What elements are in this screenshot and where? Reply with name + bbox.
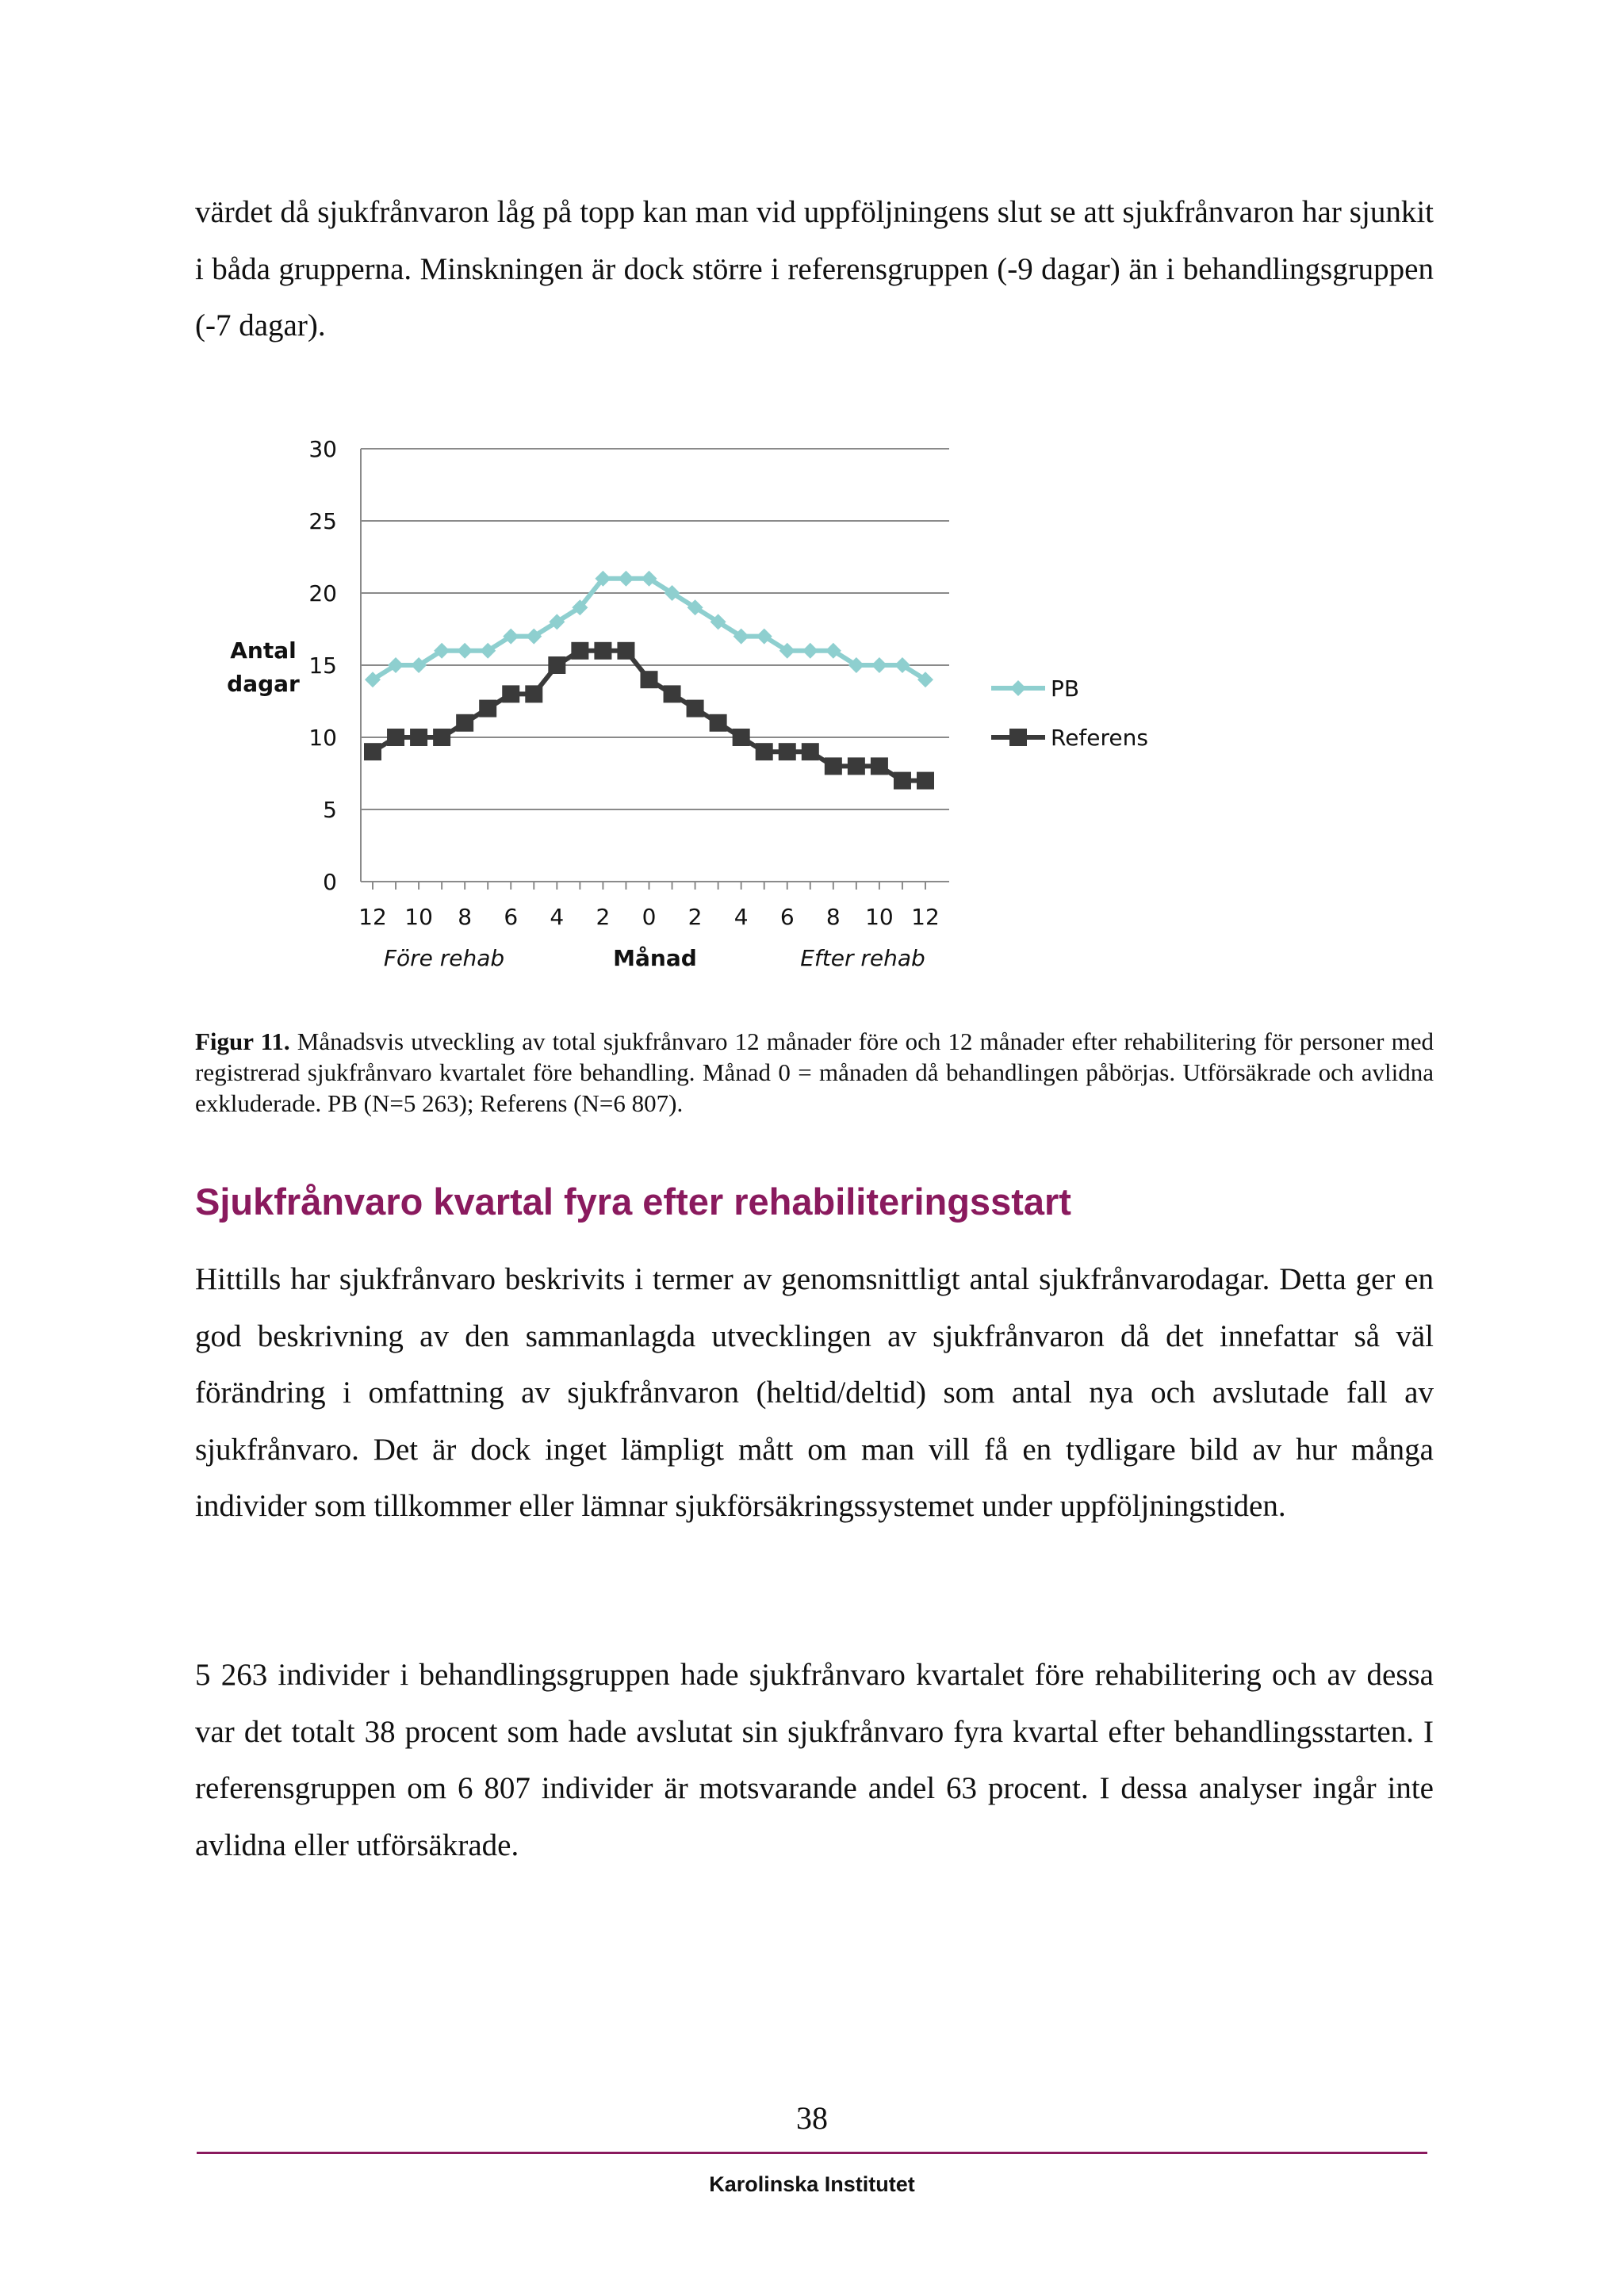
- section-heading: Sjukfrånvaro kvartal fyra efter rehabiliteringsstart: [195, 1181, 1071, 1223]
- x-tick-label: 12: [358, 904, 387, 930]
- series-line-referens: [373, 651, 925, 781]
- data-point-referens: [387, 729, 404, 746]
- data-point-referens: [848, 757, 865, 775]
- x-tick-label: 2: [688, 904, 703, 930]
- y-tick-label: 15: [308, 652, 337, 679]
- data-point-referens: [894, 772, 911, 790]
- data-point-pb: [457, 643, 473, 659]
- data-point-referens: [456, 714, 473, 732]
- y-tick-label: 20: [308, 580, 337, 607]
- page-number: 38: [796, 2100, 828, 2136]
- data-point-referens: [664, 685, 681, 702]
- data-point-referens: [410, 729, 427, 746]
- data-point-referens: [779, 743, 796, 760]
- y-tick-label: 0: [323, 869, 337, 895]
- data-point-referens: [687, 700, 704, 718]
- y-tick-label: 10: [308, 725, 337, 751]
- y-axis-label: dagar: [227, 671, 300, 697]
- data-point-referens: [571, 642, 588, 660]
- x-label-after: Efter rehab: [800, 945, 925, 971]
- paragraph-2: Hittills har sjukfrånvaro beskrivits i termer av genomsnittligt antal sjukfrånvarodagar. Detta ger en god beskrivning av den sammanlagda utvecklingen av sjukfrånvaron då det innefattar så väl förändring i omfattning av sjukfrånvaron (heltid/deltid) som antal nya och avslutade fall av sjukfrånvaro. Det är dock inget lämpligt mått om man vill få en tydligare bild av hur många individer som tillkommer eller lämnar sjukförsäkringssystemet under uppföljningstiden.: [195, 1262, 1434, 1523]
- y-tick-label: 30: [308, 436, 337, 462]
- x-tick-label: 0: [642, 904, 657, 930]
- data-point-referens: [733, 729, 750, 746]
- intro-paragraph: värdet då sjukfrånvaron låg på topp kan man vid uppföljningens slut se att sjukfrånvaron har sjunkit i båda grupperna. Minskningen är dock större i referensgruppen (-9 dagar) än i behandlingsgruppen (-7 dagar).: [195, 195, 1434, 342]
- footer-divider: [197, 2152, 1427, 2154]
- caption-label: Figur 11.: [195, 1027, 290, 1055]
- data-point-referens: [502, 685, 519, 702]
- legend-marker-pb: [1010, 680, 1026, 696]
- data-point-referens: [756, 743, 773, 760]
- x-tick-label: 8: [458, 904, 473, 930]
- data-point-referens: [433, 729, 450, 746]
- data-point-referens: [617, 642, 634, 660]
- y-axis-label: Antal: [230, 637, 297, 664]
- legend-marker-referens: [1009, 729, 1027, 746]
- x-tick-label: 12: [911, 904, 940, 930]
- data-point-referens: [802, 743, 819, 760]
- legend-label-pb: PB: [1051, 675, 1080, 702]
- line-chart: [0, 0, 1624, 1031]
- y-tick-label: 5: [323, 797, 337, 823]
- caption-text: Månadsvis utveckling av total sjukfrånvaro 12 månader före och 12 månader efter rehabilitering för personer med registrerad sjukfrånvaro kvartalet före behandling. Månad 0 = månaden då behandlingen påbörjas. Utförsäkrade och avlidna exkluderade. PB (N=5 263); Referens (N=6 807).: [195, 1027, 1434, 1117]
- x-tick-label: 2: [596, 904, 611, 930]
- x-tick-label: 8: [825, 904, 841, 930]
- data-point-referens: [525, 685, 542, 702]
- x-tick-label: 4: [550, 904, 565, 930]
- data-point-referens: [594, 642, 611, 660]
- data-point-referens: [479, 700, 496, 718]
- x-tick-label: 10: [404, 904, 433, 930]
- data-point-referens: [871, 757, 888, 775]
- footer-institution: Karolinska Institutet: [709, 2172, 915, 2196]
- x-axis-label: Månad: [613, 945, 697, 971]
- data-point-referens: [710, 714, 727, 732]
- paragraph-3: 5 263 individer i behandlingsgruppen hade sjukfrånvaro kvartalet före rehabilitering och av dessa var det totalt 38 procent som hade avslutat sin sjukfrånvaro fyra kvartal efter behandlingsstarten. I referensgruppen om 6 807 individer är motsvarande andel 63 procent. I dessa analyser ingår inte avlidna eller utförsäkrade.: [195, 1658, 1434, 1862]
- legend-label-referens: Referens: [1051, 725, 1148, 751]
- figure-caption: [195, 1026, 1434, 1119]
- data-point-referens: [825, 757, 842, 775]
- data-point-referens: [917, 772, 934, 790]
- data-point-referens: [548, 656, 565, 674]
- x-tick-label: 6: [779, 904, 795, 930]
- data-point-pb: [871, 657, 887, 673]
- data-point-referens: [364, 743, 381, 760]
- data-point-referens: [641, 671, 658, 688]
- data-point-pb: [618, 571, 634, 587]
- x-tick-label: 6: [504, 904, 519, 930]
- x-tick-label: 4: [733, 904, 749, 930]
- data-point-pb: [802, 643, 818, 659]
- x-label-before: Före rehab: [383, 945, 505, 971]
- y-tick-label: 25: [308, 508, 337, 534]
- x-tick-label: 10: [865, 904, 894, 930]
- chart-figure-11: [0, 0, 1624, 1031]
